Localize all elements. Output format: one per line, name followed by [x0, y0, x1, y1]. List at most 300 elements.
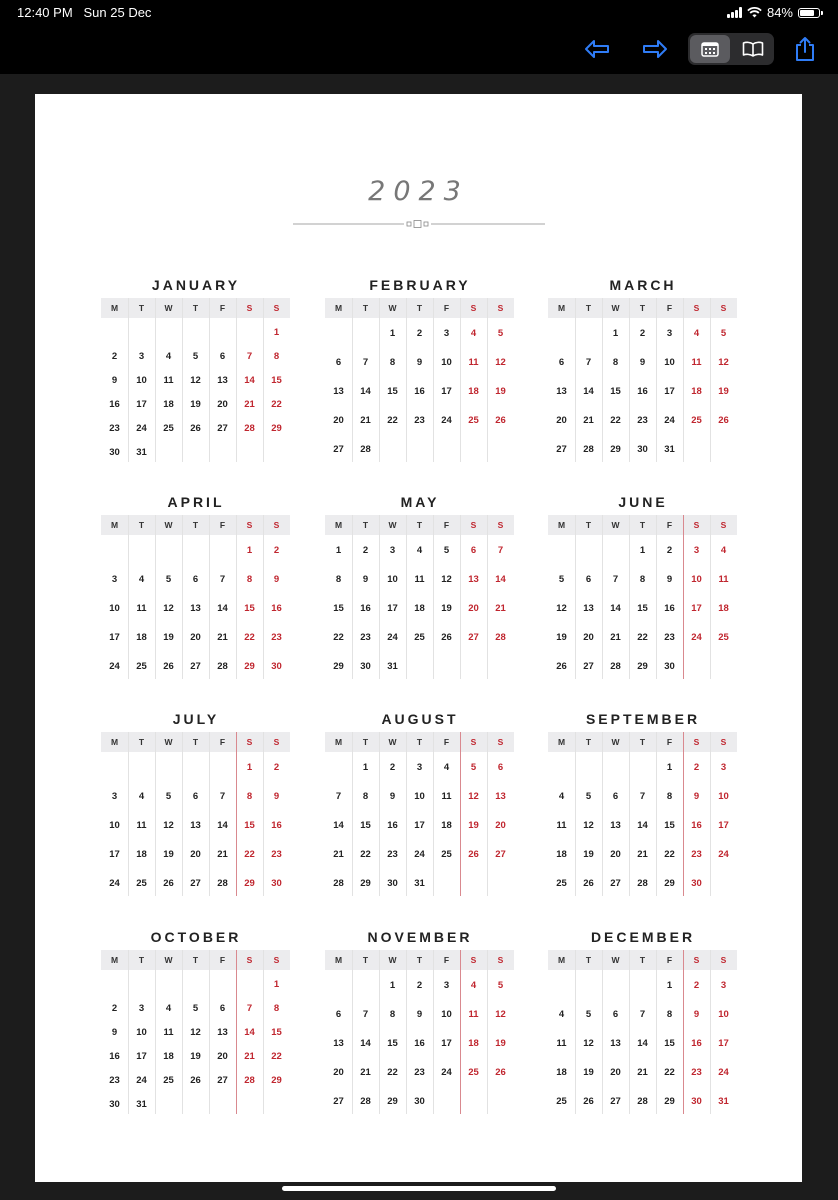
weekday-label: M [334, 520, 343, 530]
weekday-label: M [110, 955, 119, 965]
day-cell: 16 [414, 386, 425, 397]
forward-button[interactable] [640, 34, 670, 64]
day-cell: 12 [718, 357, 729, 368]
day-cell: 6 [612, 791, 619, 802]
day-cell: 26 [163, 878, 174, 889]
calendar-view-button[interactable] [690, 35, 730, 63]
day-cell: 10 [441, 357, 452, 368]
day-cell: 27 [190, 878, 201, 889]
day-cell: 31 [664, 444, 675, 455]
day-cell: 18 [691, 386, 702, 397]
day-cell: 28 [583, 444, 594, 455]
day-cell: 27 [556, 444, 567, 455]
day-cell: 21 [360, 1067, 371, 1078]
day-cell: 1 [246, 762, 253, 773]
column-divider [602, 515, 603, 679]
day-cell: 15 [333, 603, 344, 614]
day-cell: 17 [441, 386, 452, 397]
day-cell: 28 [637, 878, 648, 889]
month-september [548, 710, 738, 896]
day-cell: 2 [273, 762, 280, 773]
day-cell: 28 [495, 632, 506, 643]
day-cell: 15 [387, 1038, 398, 1049]
column-divider [629, 732, 630, 896]
column-divider [433, 515, 434, 679]
day-cell: 29 [387, 1096, 398, 1107]
weekday-label: S [470, 520, 477, 530]
day-cell: 24 [718, 1067, 729, 1078]
day-cell: 21 [637, 849, 648, 860]
weekday-label: F [219, 520, 226, 530]
column-divider [487, 298, 488, 462]
day-cell: 7 [219, 574, 226, 585]
day-cell: 10 [136, 1027, 147, 1038]
day-cell: 18 [441, 820, 452, 831]
column-divider [406, 298, 407, 462]
day-cell: 21 [360, 415, 371, 426]
column-divider [182, 515, 183, 679]
column-divider [433, 950, 434, 1114]
weekday-label: T [416, 737, 423, 747]
day-cell: 3 [720, 980, 727, 991]
column-divider [656, 732, 657, 896]
weekday-label: T [192, 737, 199, 747]
weekday-label: T [639, 737, 646, 747]
column-divider [155, 515, 156, 679]
day-cell: 9 [273, 791, 280, 802]
weekday-label: F [666, 737, 673, 747]
weekday-label: M [557, 955, 566, 965]
weekday-label: S [720, 955, 727, 965]
day-cell: 8 [389, 1009, 396, 1020]
month-grid [325, 950, 514, 1114]
day-cell: 8 [612, 357, 619, 368]
month-name: JULY [172, 711, 220, 727]
weekday-label: S [693, 737, 700, 747]
day-cell: 27 [217, 423, 228, 434]
month-april [101, 493, 291, 679]
weekday-label: W [388, 955, 397, 965]
month-name: MARCH [609, 277, 677, 293]
day-cell: 26 [190, 423, 201, 434]
weekday-label: S [273, 737, 280, 747]
month-name: SEPTEMBER [585, 711, 701, 727]
day-cell: 22 [637, 632, 648, 643]
day-cell: 26 [190, 1075, 201, 1086]
month-grid [548, 298, 737, 462]
day-cell: 12 [468, 791, 479, 802]
day-cell: 12 [163, 603, 174, 614]
share-icon [794, 36, 816, 62]
column-divider [379, 732, 380, 896]
day-cell: 15 [610, 386, 621, 397]
column-divider [575, 515, 576, 679]
weekday-label: T [639, 955, 646, 965]
day-cell: 16 [414, 1038, 425, 1049]
day-cell: 12 [495, 1009, 506, 1020]
day-cell: 5 [192, 1003, 199, 1014]
day-cell: 12 [495, 357, 506, 368]
weekday-label: S [246, 955, 253, 965]
month-march [548, 276, 738, 462]
day-cell: 24 [441, 415, 452, 426]
weekday-label: S [273, 955, 280, 965]
column-divider [575, 950, 576, 1114]
weekday-label: S [246, 303, 253, 313]
day-cell: 7 [246, 351, 253, 362]
battery-percent: 84% [766, 5, 793, 20]
weekday-label: M [557, 520, 566, 530]
month-grid [325, 732, 514, 896]
day-cell: 29 [333, 661, 344, 672]
column-divider [460, 950, 461, 1114]
day-cell: 27 [468, 632, 479, 643]
column-divider [710, 732, 711, 896]
weekday-label: W [388, 520, 397, 530]
column-divider [629, 950, 630, 1114]
day-cell: 1 [389, 980, 396, 991]
day-cell: 4 [416, 545, 423, 556]
column-divider [460, 515, 461, 679]
column-divider [236, 732, 237, 896]
day-cell: 5 [165, 791, 172, 802]
day-cell: 17 [387, 603, 398, 614]
day-cell: 13 [495, 791, 506, 802]
day-cell: 27 [190, 661, 201, 672]
day-cell: 20 [333, 1067, 344, 1078]
day-cell: 9 [111, 375, 118, 386]
weekday-label: S [720, 737, 727, 747]
day-cell: 6 [192, 791, 199, 802]
day-cell: 18 [163, 1051, 174, 1062]
day-cell: 2 [416, 980, 423, 991]
day-cell: 19 [495, 1038, 506, 1049]
day-cell: 21 [333, 849, 344, 860]
day-cell: 28 [217, 878, 228, 889]
wifi-icon [747, 7, 762, 18]
column-divider [460, 732, 461, 896]
title-divider-ornament [293, 219, 545, 229]
day-cell: 27 [583, 661, 594, 672]
day-cell: 12 [190, 375, 201, 386]
day-cell: 19 [583, 1067, 594, 1078]
day-cell: 15 [271, 375, 282, 386]
weekday-label: S [693, 303, 700, 313]
day-cell: 20 [556, 415, 567, 426]
day-cell: 3 [138, 1003, 145, 1014]
day-cell: 14 [333, 820, 344, 831]
day-cell: 23 [387, 849, 398, 860]
day-cell: 29 [360, 878, 371, 889]
weekday-label: T [138, 737, 145, 747]
day-cell: 24 [387, 632, 398, 643]
day-cell: 25 [468, 415, 479, 426]
day-cell: 9 [693, 1009, 700, 1020]
share-button[interactable] [790, 34, 820, 64]
day-cell: 14 [217, 603, 228, 614]
day-cell: 1 [666, 762, 673, 773]
column-divider [602, 950, 603, 1114]
weekday-label: W [388, 303, 397, 313]
weekday-label: F [443, 520, 450, 530]
day-cell: 21 [583, 415, 594, 426]
day-cell: 25 [718, 632, 729, 643]
day-cell: 31 [136, 447, 147, 458]
day-cell: 16 [360, 603, 371, 614]
day-cell: 31 [718, 1096, 729, 1107]
day-cell: 8 [666, 1009, 673, 1020]
weekday-label: W [611, 303, 620, 313]
weekday-label: M [110, 520, 119, 530]
weekday-label: T [639, 303, 646, 313]
year-title: 2023 [368, 176, 469, 207]
column-divider [209, 515, 210, 679]
day-cell: 13 [190, 603, 201, 614]
day-cell: 5 [192, 351, 199, 362]
day-cell: 4 [693, 328, 700, 339]
month-name: NOVEMBER [367, 929, 473, 945]
back-button[interactable] [582, 34, 612, 64]
day-cell: 15 [271, 1027, 282, 1038]
day-cell: 11 [556, 1038, 567, 1049]
weekday-label: S [497, 955, 504, 965]
day-cell: 4 [138, 574, 145, 585]
weekday-label: S [720, 303, 727, 313]
day-cell: 11 [691, 357, 702, 368]
weekday-label: W [164, 955, 173, 965]
day-cell: 18 [556, 1067, 567, 1078]
day-cell: 10 [109, 820, 120, 831]
column-divider [406, 950, 407, 1114]
weekday-label: T [639, 520, 646, 530]
column-divider [433, 298, 434, 462]
day-cell: 25 [556, 878, 567, 889]
column-divider [263, 515, 264, 679]
day-cell: 1 [273, 979, 280, 990]
day-cell: 10 [691, 574, 702, 585]
day-cell: 29 [271, 423, 282, 434]
weekday-label: T [362, 303, 369, 313]
weekday-label: M [110, 737, 119, 747]
day-cell: 26 [441, 632, 452, 643]
home-indicator[interactable] [282, 1186, 556, 1191]
day-cell: 19 [718, 386, 729, 397]
weekday-label: F [443, 955, 450, 965]
day-cell: 15 [244, 603, 255, 614]
column-divider [209, 732, 210, 896]
date-text: Sun 25 Dec [83, 5, 152, 20]
day-cell: 8 [335, 574, 342, 585]
month-february [325, 276, 515, 462]
status-right [727, 5, 820, 20]
day-cell: 5 [165, 574, 172, 585]
column-divider [155, 732, 156, 896]
column-divider [182, 732, 183, 896]
day-cell: 6 [219, 1003, 226, 1014]
day-cell: 21 [495, 603, 506, 614]
day-cell: 13 [333, 1038, 344, 1049]
day-cell: 28 [637, 1096, 648, 1107]
day-cell: 15 [637, 603, 648, 614]
day-cell: 11 [441, 791, 452, 802]
day-cell: 24 [136, 1075, 147, 1086]
day-cell: 17 [136, 399, 147, 410]
day-cell: 23 [109, 423, 120, 434]
status-time [17, 5, 151, 20]
day-cell: 20 [217, 399, 228, 410]
battery-icon [798, 8, 820, 18]
month-november [325, 928, 515, 1114]
day-cell: 2 [111, 351, 118, 362]
day-cell: 8 [639, 574, 646, 585]
day-cell: 7 [335, 791, 342, 802]
weekday-label: M [557, 303, 566, 313]
day-cell: 27 [217, 1075, 228, 1086]
day-cell: 3 [416, 762, 423, 773]
weekday-label: T [585, 303, 592, 313]
weekday-label: T [416, 303, 423, 313]
day-cell: 15 [664, 1038, 675, 1049]
day-cell: 9 [416, 357, 423, 368]
toolbar [0, 24, 838, 74]
day-cell: 12 [556, 603, 567, 614]
day-cell: 20 [495, 820, 506, 831]
day-cell: 9 [666, 574, 673, 585]
day-cell: 1 [335, 545, 342, 556]
day-cell: 4 [443, 762, 450, 773]
column-divider [487, 950, 488, 1114]
day-cell: 19 [163, 849, 174, 860]
day-cell: 29 [244, 661, 255, 672]
day-cell: 27 [610, 878, 621, 889]
column-divider [602, 732, 603, 896]
month-grid [101, 950, 290, 1114]
day-cell: 10 [664, 357, 675, 368]
day-cell: 11 [136, 820, 147, 831]
day-cell: 18 [718, 603, 729, 614]
weekday-label: T [192, 303, 199, 313]
weekday-label: W [164, 303, 173, 313]
day-cell: 11 [136, 603, 147, 614]
day-cell: 30 [414, 1096, 425, 1107]
day-cell: 30 [109, 447, 120, 458]
day-cell: 23 [271, 632, 282, 643]
day-cell: 3 [111, 791, 118, 802]
day-cell: 23 [271, 849, 282, 860]
day-cell: 2 [416, 328, 423, 339]
day-cell: 22 [244, 849, 255, 860]
day-cell: 1 [666, 980, 673, 991]
day-cell: 9 [639, 357, 646, 368]
weekday-label: T [362, 520, 369, 530]
day-cell: 28 [610, 661, 621, 672]
column-divider [352, 298, 353, 462]
day-cell: 6 [612, 1009, 619, 1020]
day-cell: 13 [217, 375, 228, 386]
day-cell: 7 [639, 791, 646, 802]
day-cell: 19 [190, 1051, 201, 1062]
weekday-label: F [219, 303, 226, 313]
day-cell: 14 [360, 386, 371, 397]
month-name: FEBRUARY [369, 277, 471, 293]
weekday-label: S [497, 737, 504, 747]
day-cell: 13 [217, 1027, 228, 1038]
day-cell: 9 [389, 791, 396, 802]
day-cell: 14 [495, 574, 506, 585]
day-cell: 30 [271, 878, 282, 889]
month-name: JANUARY [151, 277, 241, 293]
day-cell: 14 [360, 1038, 371, 1049]
column-divider [379, 515, 380, 679]
day-cell: 8 [362, 791, 369, 802]
day-cell: 20 [468, 603, 479, 614]
time-text: 12:40 PM [17, 5, 73, 20]
day-cell: 17 [414, 820, 425, 831]
column-divider [460, 298, 461, 462]
column-divider [683, 515, 684, 679]
day-cell: 30 [664, 661, 675, 672]
book-view-button[interactable] [734, 35, 772, 63]
day-cell: 18 [468, 1038, 479, 1049]
weekday-label: T [138, 520, 145, 530]
weekday-label: T [362, 737, 369, 747]
weekday-label: M [334, 955, 343, 965]
day-cell: 18 [556, 849, 567, 860]
day-cell: 22 [360, 849, 371, 860]
day-cell: 14 [610, 603, 621, 614]
day-cell: 13 [610, 820, 621, 831]
month-name: JUNE [618, 494, 668, 510]
day-cell: 2 [693, 980, 700, 991]
column-divider [352, 950, 353, 1114]
day-cell: 4 [558, 791, 565, 802]
day-cell: 1 [273, 327, 280, 338]
day-cell: 2 [666, 545, 673, 556]
day-cell: 31 [414, 878, 425, 889]
day-cell: 26 [583, 1096, 594, 1107]
weekday-label: M [110, 303, 119, 313]
month-name: AUGUST [381, 711, 459, 727]
day-cell: 5 [585, 791, 592, 802]
month-name: OCTOBER [150, 929, 242, 945]
column-divider [352, 515, 353, 679]
column-divider [629, 298, 630, 462]
day-cell: 28 [360, 444, 371, 455]
weekday-label: F [666, 520, 673, 530]
day-cell: 22 [387, 1067, 398, 1078]
view-mode-segmented-control [688, 33, 774, 65]
weekday-label: T [585, 520, 592, 530]
day-cell: 8 [246, 791, 253, 802]
weekday-label: F [443, 303, 450, 313]
day-cell: 17 [718, 820, 729, 831]
day-cell: 10 [414, 791, 425, 802]
day-cell: 10 [109, 603, 120, 614]
weekday-label: S [693, 955, 700, 965]
day-cell: 20 [333, 415, 344, 426]
day-cell: 22 [610, 415, 621, 426]
day-cell: 4 [470, 328, 477, 339]
day-cell: 14 [217, 820, 228, 831]
day-cell: 14 [637, 820, 648, 831]
weekday-label: F [443, 737, 450, 747]
arrow-left-icon [584, 39, 610, 59]
day-cell: 1 [246, 545, 253, 556]
day-cell: 29 [271, 1075, 282, 1086]
day-cell: 22 [271, 399, 282, 410]
day-cell: 28 [244, 423, 255, 434]
day-cell: 6 [585, 574, 592, 585]
